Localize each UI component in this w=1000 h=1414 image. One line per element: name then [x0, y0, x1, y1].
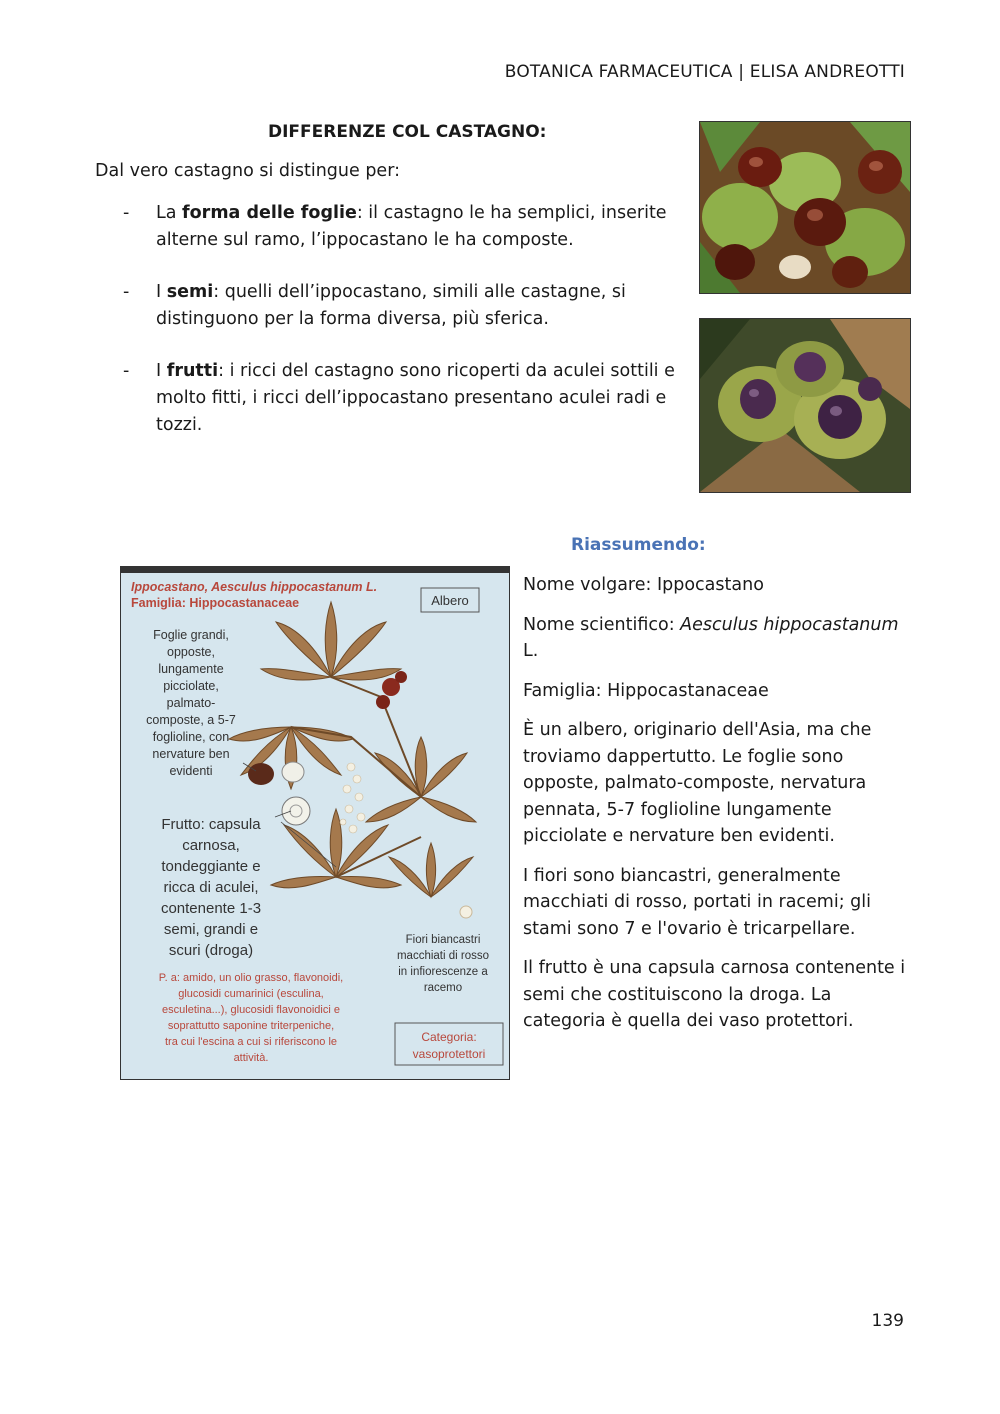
summary-paragraph: È un albero, originario dell'Asia, ma che troviamo dappertutto. Le foglie sono opposte, palmato-composte, nervatura pennata, 5-7 foglioline lungamente picciolate e nervature ben evidenti.: [523, 720, 872, 846]
slide-badge: Albero: [431, 593, 469, 608]
chestnut-burr-photo: [699, 318, 911, 493]
svg-text:esculetina...), glucosidi flav: esculetina...), glucosidi flavonoidici e: [162, 1004, 340, 1016]
svg-text:tra cui l'escina a cui si rife: tra cui l'escina a cui si riferiscono le: [164, 1036, 338, 1048]
svg-text:nervature ben: nervature ben: [152, 747, 230, 761]
svg-text:ricca di aculei,: ricca di aculei,: [163, 879, 259, 896]
svg-text:glucosidi cumarinici (esculina: glucosidi cumarinici (esculina,: [178, 988, 324, 1000]
svg-text:Frutto: capsula: Frutto: capsula: [161, 816, 261, 833]
intro-text: Dal vero castagno si distingue per:: [95, 161, 400, 181]
svg-text:P. a: amido, un olio grasso, f: P. a: amido, un olio grasso, flavonoidi,: [158, 972, 344, 984]
svg-text:composte, a 5-7: composte, a 5-7: [146, 713, 236, 727]
svg-text:macchiati di rosso: macchiati di rosso: [396, 950, 490, 962]
section-title: DIFFERENZE COL CASTAGNO:: [268, 122, 547, 142]
list-item: - I frutti: i ricci del castagno sono ricoperti da aculei sottili e molto fitti, i ricci dell’ippocastano presentano aculei radi e tozzi.: [123, 361, 675, 435]
bold-term: frutti: [166, 361, 219, 381]
slide-family: Famiglia: Hippocastanaceae: [131, 596, 300, 610]
differences-list: [95, 200, 695, 464]
scientific-name: Nome scientifico: Aesculus hippocastanum L.: [523, 614, 899, 661]
summary-paragraph: Il frutto è una capsula carnosa contenente i semi che costituiscono la droga. La categoria è quella dei vaso protettori.: [523, 958, 906, 1031]
running-header: BOTANICA FARMACEUTICA | ELISA ANDREOTTI: [504, 62, 905, 82]
svg-text:semi, grandi e: semi, grandi e: [163, 921, 259, 938]
horse-chestnut-photo: [699, 121, 911, 294]
bold-term: semi: [166, 282, 214, 302]
svg-text:Fiori biancastri: Fiori biancastri: [405, 934, 481, 946]
svg-text:attività.: attività.: [233, 1052, 269, 1064]
svg-text:picciolate,: picciolate,: [163, 679, 219, 693]
svg-text:racemo: racemo: [423, 982, 463, 994]
svg-text:foglioline, con: foglioline, con: [152, 730, 230, 744]
svg-text:evidenti: evidenti: [169, 764, 213, 778]
common-name: Nome volgare: Ippocastano: [523, 575, 764, 595]
svg-text:palmato-: palmato-: [166, 696, 216, 710]
list-item: - La forma delle foglie: il castagno le ha semplici, inserite alterne sul ramo, l’ippocastano le ha composte.: [123, 203, 667, 250]
svg-text:carnosa,: carnosa,: [182, 837, 240, 854]
svg-text:opposte,: opposte,: [167, 645, 215, 659]
svg-text:Foglie grandi,: Foglie grandi,: [153, 628, 229, 642]
bold-term: forma delle foglie: [182, 203, 357, 223]
summary-paragraph: I fiori sono biancastri, generalmente macchiati di rosso, portati in racemi; gli stami sono 7 e l'ovario è tricarpellare.: [523, 865, 872, 939]
list-item: - I semi: quelli dell’ippocastano, simili alle castagne, si distinguono per la forma diversa, più sferica.: [123, 282, 626, 329]
svg-text:contenente 1-3: contenente 1-3: [160, 900, 262, 917]
slide-photo: [120, 566, 510, 1080]
summary-heading: Riassumendo:: [571, 535, 706, 555]
svg-text:scuri (droga): scuri (droga): [168, 942, 254, 959]
page-number: 139: [871, 1311, 904, 1331]
slide-title: Ippocastano, Aesculus hippocastanum L.: [131, 580, 378, 594]
summary-block: [523, 572, 913, 1048]
family-name: Famiglia: Hippocastanaceae: [523, 680, 769, 701]
svg-text:in infiorescenze a: in infiorescenze a: [398, 966, 488, 978]
svg-text:tondeggiante e: tondeggiante e: [161, 858, 261, 875]
slide-category-value: vasoprotettori: [412, 1047, 486, 1061]
svg-text:lungamente: lungamente: [158, 662, 224, 676]
slide-category-label: Categoria:: [421, 1030, 477, 1044]
svg-text:soprattutto saponine triterpen: soprattutto saponine triterpeniche,: [167, 1020, 335, 1032]
